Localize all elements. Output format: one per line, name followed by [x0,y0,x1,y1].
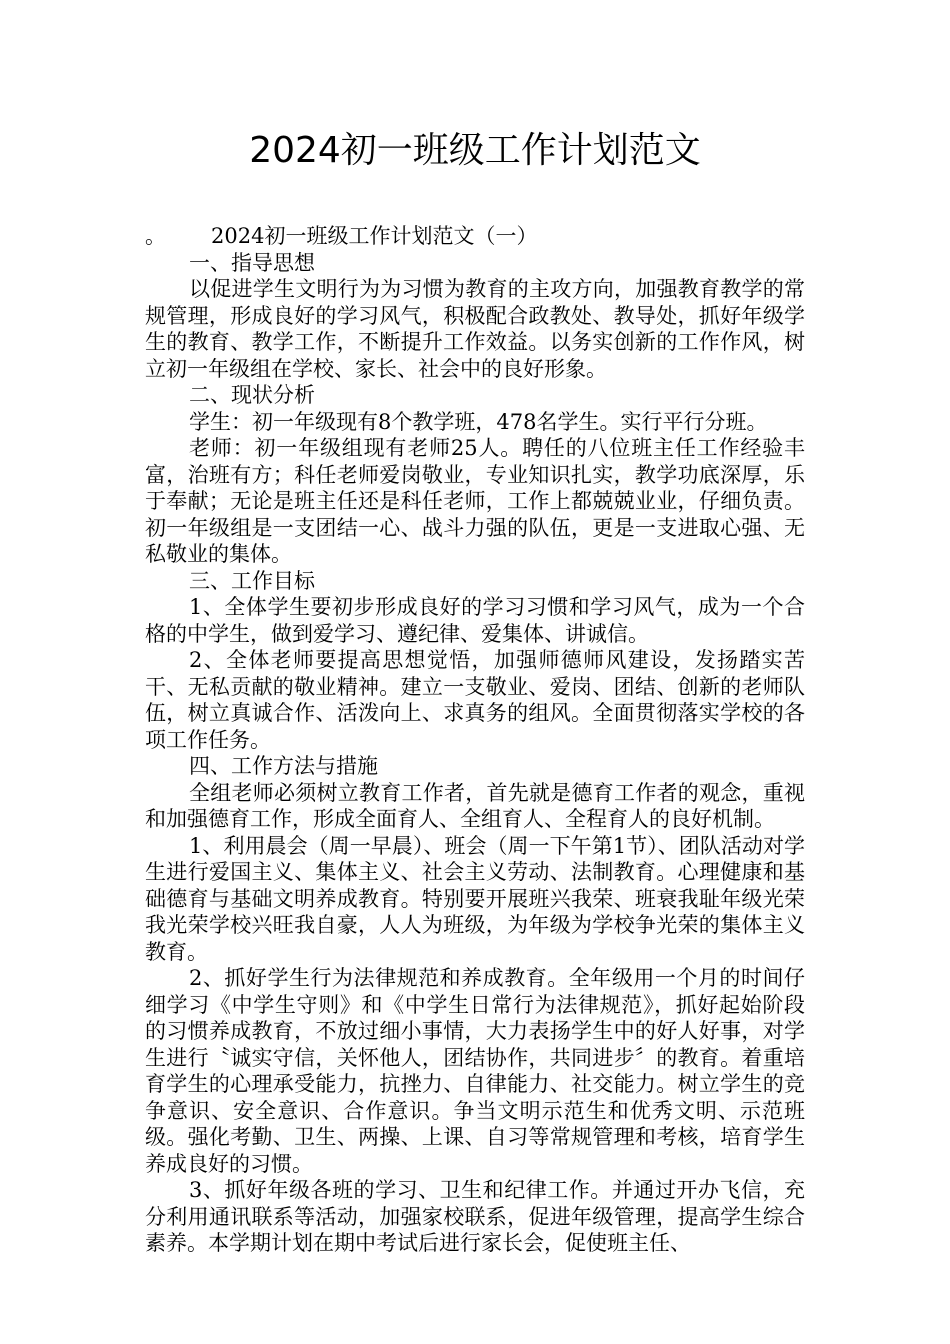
paragraph: 老师：初一年级组现有老师25人。聘任的八位班主任工作经验丰富，治班有方；科任老师爱岗敬业，专业知识扎实，教学功底深厚，乐于奉献；无论是班主任还是科任老师，工作上都兢兢业业，仔细负责。初一年级组是一支团结一心、战斗力强的队伍，更是一支进取心强、无私敬业的集体。 [145,436,805,566]
document-title: 2024初一班级工作计划范文 [249,130,701,171]
heading-status-analysis: 二、现状分析 [189,383,315,407]
heading-methods-measures: 四、工作方法与措施 [189,754,378,778]
document-body [145,223,805,1257]
paragraph: 以促进学生文明行为为习惯为教育的主攻方向，加强教育教学的常规管理，形成良好的学习风气，积极配合政教处、教导处，抓好年级学生的教育、教学工作，不断提升工作效益。以务实创新的工作作风，树立初一年级组在学校、家长、社会中的良好形象。 [145,277,805,381]
section-subtitle: 2024初一班级工作计划范文（一） [211,224,538,248]
heading-guiding-ideology: 一、指导思想 [189,250,315,275]
paragraph: 3、抓好年级各班的学习、卫生和纪律工作。并通过开办飞信，充分利用通讯联系等活动，加强家校联系，促进年级管理，提高学生综合素养。本学期计划在期中考试后进行家长会，促使班主任、 [145,1178,805,1255]
paragraph: 1、全体学生要初步形成良好的学习习惯和学习风气，成为一个合格的中学生，做到爱学习、遵纪律、爱集体、讲诚信。 [145,595,805,646]
lead-mark: 。 [145,224,166,248]
paragraph: 1、利用晨会（周一早晨）、班会（周一下午第1节）、团队活动对学生进行爱国主义、集体主义、社会主义劳动、法制教育。心理健康和基础德育与基础文明养成教育。特别要开展班兴我荣、班衰我耻年级光荣我光荣学校兴旺我自豪，人人为班级，为年级为学校争光荣的集体主义教育。 [145,833,805,964]
paragraph: 2、全体老师要提高思想觉悟，加强师德师风建设，发扬踏实苦干、无私贡献的敬业精神。建立一支敬业、爱岗、团结、创新的老师队伍，树立真诚合作、活泼向上、求真务的组风。全面贯彻落实学校的各项工作任务。 [145,648,805,752]
heading-work-goals: 三、工作目标 [189,568,315,593]
paragraph: 全组老师必须树立教育工作者，首先就是德育工作者的观念，重视和加强德育工作，形成全面育人、全组育人、全程育人的良好机制。 [145,780,805,831]
paragraph: 2、抓好学生行为法律规范和养成教育。全年级用一个月的时间仔细学习《中学生守则》和《中学生日常行为法律规范》，抓好起始阶段的习惯养成教育，不放过细小事情，大力表扬学生中的好人好事，对学生进行〝诚实守信，关怀他人，团结协作，共同进步〞的教育。着重培育学生的心理承受能力，抗挫力、自律能力、社交能力。树立学生的竞争意识、安全意识、合作意识。争当文明示范生和优秀文明、示范班级。强化考勤、卫生、两操、上课、自习等常规管理和考核，培育学生养成良好的习惯。 [145,966,805,1176]
subtitle-line [145,223,805,250]
paragraph: 学生：初一年级现有8个教学班，478名学生。实行平行分班。 [189,409,768,434]
